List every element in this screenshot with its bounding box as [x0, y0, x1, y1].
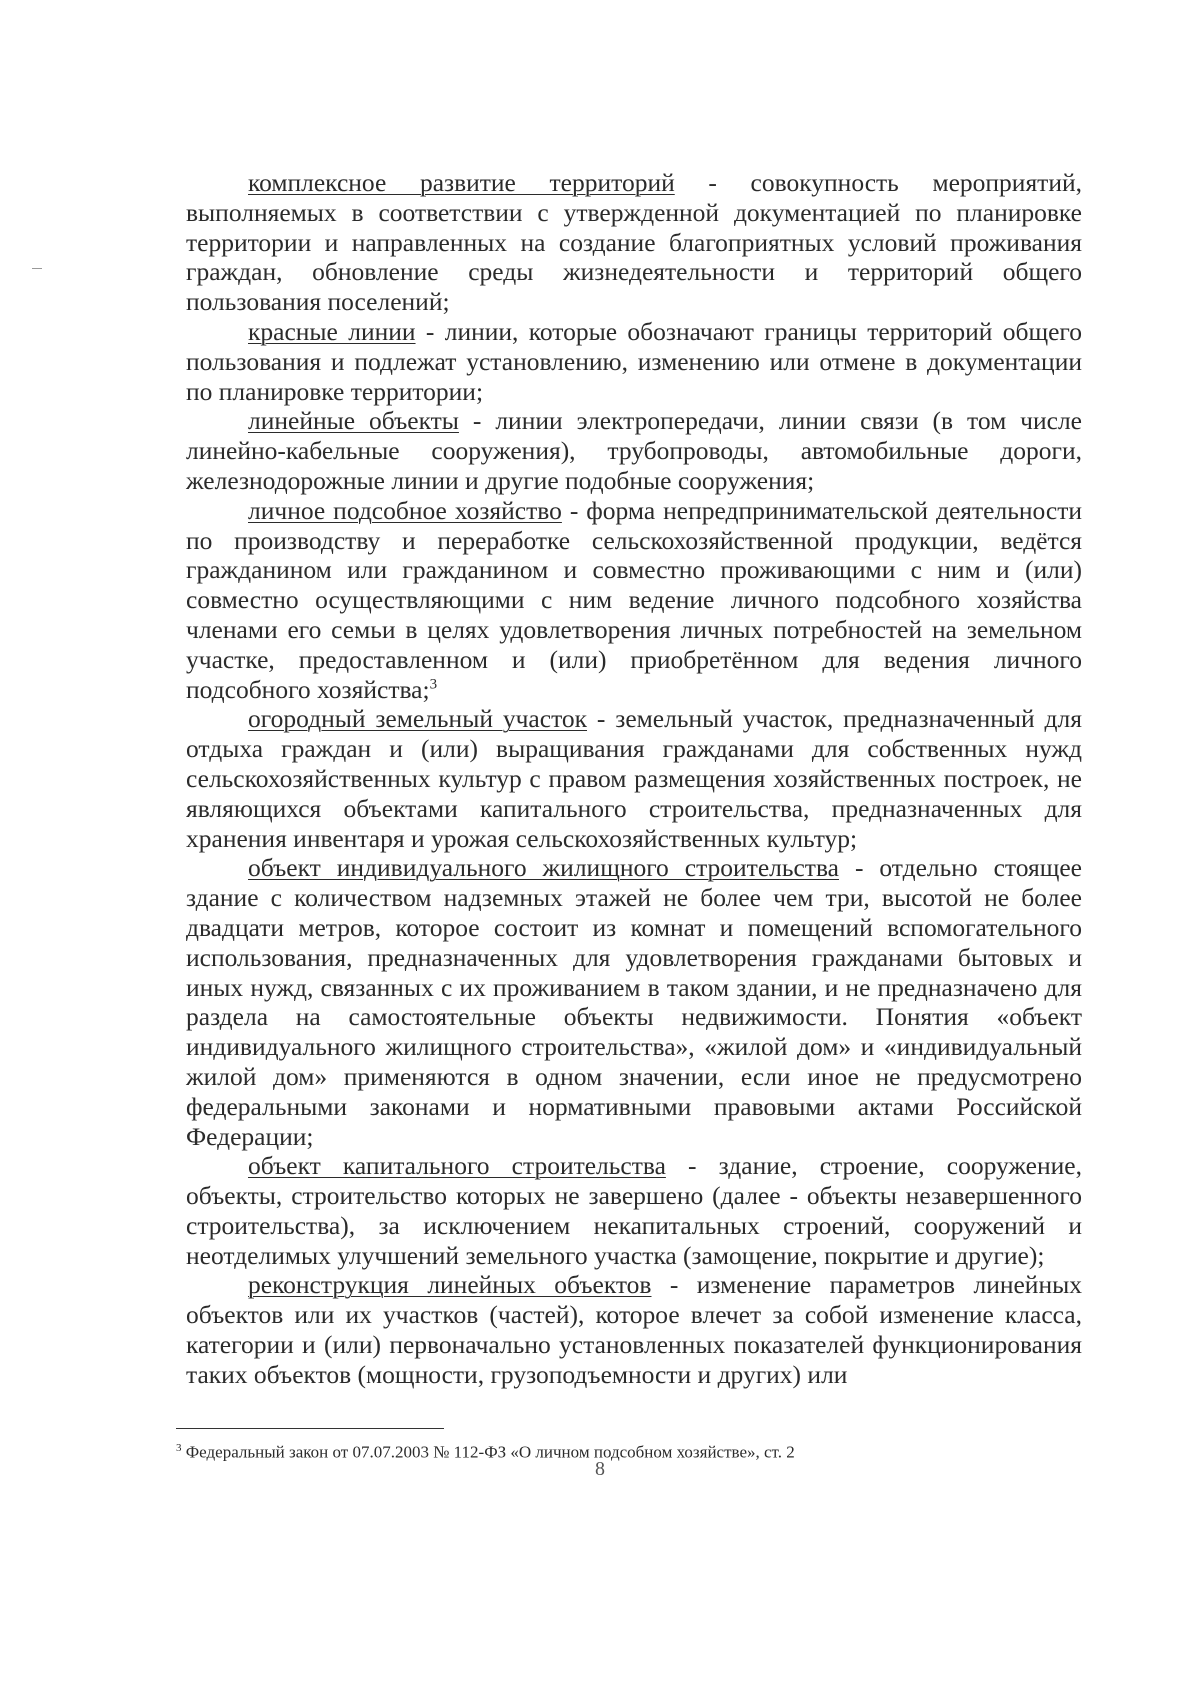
defined-term: объект капитального строительства — [248, 1151, 666, 1181]
defined-term: реконструкция линейных объектов — [248, 1270, 652, 1300]
definition-paragraph — [186, 496, 1082, 705]
definition-text: - линии электропередачи, линии связи (в том числе линейно-кабельные сооружения), трубопроводы, автомобильные дороги, железнодорожные линии и другие подобные сооружения; — [186, 406, 1082, 495]
definition-text: - изменение параметров линейных объектов или их участков (частей), которое влечет за собой изменение класса, категории и (или) первоначально установленных показателей функционирования таких объектов (мощности, грузоподъемности и других) или — [186, 1270, 1082, 1389]
definition-text: - земельный участок, предназначенный для отдыха граждан и (или) выращивания гражданами для собственных нужд сельскохозяйственных культур с правом размещения хозяйственных построек, не являющихся объектами капитального строительства, предназначенных для хранения инвентаря и урожая сельскохозяйственных культур; — [186, 704, 1082, 853]
page-number: 8 — [595, 1458, 605, 1480]
defined-term: личное подсобное хозяйство — [248, 495, 562, 525]
defined-term: линейные объекты — [248, 406, 459, 436]
definition-paragraph — [186, 853, 1082, 1151]
definition-text: - линии, которые обозначают границы территорий общего пользования и подлежат установлению, изменению или отмене в документации по планировке территории; — [186, 316, 1083, 406]
definition-text: - форма непредпринимательской деятельности по производству и переработке сельскохозяйственной продукции, ведётся гражданином или гражданином и совместно проживающими с ним и (или) совместно осуществляющими с ним ведение личного подсобного хозяйства членами его семьи в целях удовлетворения личных потребностей на земельном участке, предоставленном и (или) приобретённом для ведения личного подсобного хозяйства; — [186, 495, 1082, 704]
definition-text: - здание, строение, сооружение, объекты, строительство которых не завершено (далее - объекты незавершенного строительства), за исключением некапитальных строений, сооружений и неотделимых улучшений земельного участка (замощение, покрытие и другие); — [186, 1151, 1082, 1270]
defined-term: огородный земельный участок — [248, 704, 588, 734]
footnote-reference[interactable]: 3 — [429, 676, 438, 693]
definition-paragraph — [186, 704, 1082, 853]
definition-paragraph — [186, 168, 1082, 317]
defined-term: комплексное развитие территорий — [248, 168, 675, 197]
definition-text: - отдельно стоящее здание с количеством надземных этажей не более чем три, высотой не более двадцати метров, которое состоит из комнат и помещений вспомогательного использования, предназначенных для удовлетворения гражданами бытовых и иных нужд, связанных с их проживанием в таком здании, и не предназначено для раздела на самостоятельные объекты недвижимости. Понятия «объект индивидуального жилищного строительства», «жилой дом» и «индивидуальный жилой дом» применяются в одном значении, если иное не предусмотрено федеральными законами и нормативными правовыми актами Российской Федерации; — [186, 853, 1082, 1151]
defined-term: объект индивидуального жилищного строительства — [248, 853, 839, 883]
defined-term: красные линии — [248, 316, 416, 346]
scan-mark — [32, 268, 42, 269]
definition-text: - совокупность мероприятий, выполняемых в соответствии с утвержденной документацией по планировке территории и направленных на создание благоприятных условий проживания граждан, обновление среды жизнедеятельности и территорий общего пользования поселений; — [186, 168, 1082, 317]
definition-paragraph — [186, 317, 1082, 406]
definition-paragraph — [186, 1270, 1082, 1389]
footnote-number: 3 — [176, 1442, 182, 1454]
definition-paragraph — [186, 1151, 1082, 1270]
footnote-divider — [176, 1428, 444, 1429]
footnote-text: Федеральный закон от 07.07.2003 № 112-ФЗ «О личном подсобном хозяйстве», ст. 2 — [181, 1442, 795, 1462]
definitions-text — [186, 168, 1082, 1390]
definition-paragraph — [186, 406, 1082, 495]
